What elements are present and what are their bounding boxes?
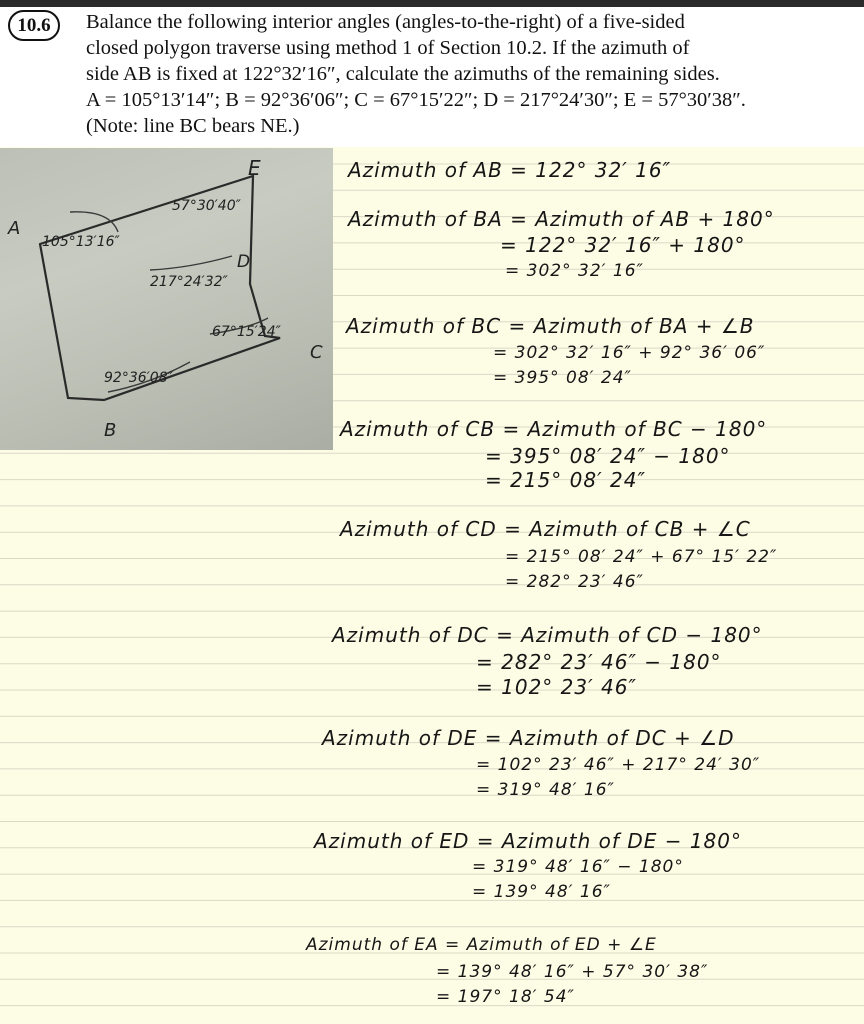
problem-line: closed polygon traverse using method 1 of Section 10.2. If the azimuth of: [86, 37, 690, 59]
angle-arc-d: [150, 256, 232, 270]
problem-statement: [0, 7, 864, 147]
step-bc-sub: = 302° 32′ 16″ + 92° 36′ 06″: [493, 343, 766, 363]
angle-arc-a: [70, 212, 118, 232]
step-dc-formula: Azimuth of DC = Azimuth of CD − 180°: [332, 623, 763, 647]
step-ea-sub: = 139° 48′ 16″ + 57° 30′ 38″: [436, 962, 709, 982]
problem-note: (Note: line BC bears NE.): [86, 115, 300, 137]
point-e-label: E: [248, 156, 261, 180]
step-bc-formula: Azimuth of BC = Azimuth of BA + ∠B: [346, 314, 755, 338]
step-de-formula: Azimuth of DE = Azimuth of DC + ∠D: [322, 726, 735, 750]
step-cd-sub: = 215° 08′ 24″ + 67° 15′ 22″: [505, 547, 778, 567]
problem-number: 10.6: [8, 10, 60, 41]
point-d-label: D: [237, 252, 251, 272]
step-ba-formula: Azimuth of BA = Azimuth of AB + 180°: [348, 207, 775, 231]
step-ed-formula: Azimuth of ED = Azimuth of DE − 180°: [314, 829, 743, 853]
step-ea-result: = 197° 18′ 54″: [436, 987, 575, 1007]
traverse-polygon: [0, 148, 333, 450]
step-de-sub: = 102° 23′ 46″ + 217° 24′ 30″: [476, 755, 761, 775]
step-ab-line: Azimuth of AB = 122° 32′ 16″: [348, 158, 672, 182]
traverse-sketch-photo: [0, 148, 333, 450]
step-dc-result: = 102° 23′ 46″: [476, 675, 637, 699]
step-dc-sub: = 282° 23′ 46″ − 180°: [476, 650, 722, 674]
step-ed-sub: = 319° 48′ 16″ − 180°: [472, 857, 684, 877]
angle-a-label: 105°13′16″: [42, 234, 120, 250]
angle-d-label: 217°24′32″: [150, 274, 228, 290]
step-ba-result: = 302° 32′ 16″: [505, 261, 644, 281]
problem-line: Balance the following interior angles (angles-to-the-right) of a five-sided: [86, 11, 685, 33]
step-bc-result: = 395° 08′ 24″: [493, 368, 632, 388]
step-cb-sub: = 395° 08′ 24″ − 180°: [485, 444, 731, 468]
step-cd-formula: Azimuth of CD = Azimuth of CB + ∠C: [340, 517, 751, 541]
point-a-label: A: [8, 218, 21, 239]
step-cd-result: = 282° 23′ 46″: [505, 572, 644, 592]
step-ed-result: = 139° 48′ 16″: [472, 882, 611, 902]
top-bar: [0, 0, 864, 7]
step-cb-result: = 215° 08′ 24″: [485, 468, 646, 492]
angle-e-label: 57°30′40″: [172, 198, 241, 214]
point-b-label: B: [104, 420, 117, 441]
step-ea-formula: Azimuth of EA = Azimuth of ED + ∠E: [306, 935, 657, 955]
angle-c-label: 67°15′24″: [212, 324, 281, 340]
step-de-result: = 319° 48′ 16″: [476, 780, 615, 800]
point-c-label: C: [310, 342, 323, 363]
problem-line: A = 105°13′14″; B = 92°36′06″; C = 67°15′22″; D = 217°24′30″; E = 57°30′38″.: [86, 89, 746, 111]
angle-b-label: 92°36′08″: [104, 370, 173, 386]
step-cb-formula: Azimuth of CB = Azimuth of BC − 180°: [340, 417, 768, 441]
problem-line: side AB is fixed at 122°32′16″, calculate the azimuths of the remaining sides.: [86, 63, 720, 85]
step-ba-sub: = 122° 32′ 16″ + 180°: [500, 233, 746, 257]
